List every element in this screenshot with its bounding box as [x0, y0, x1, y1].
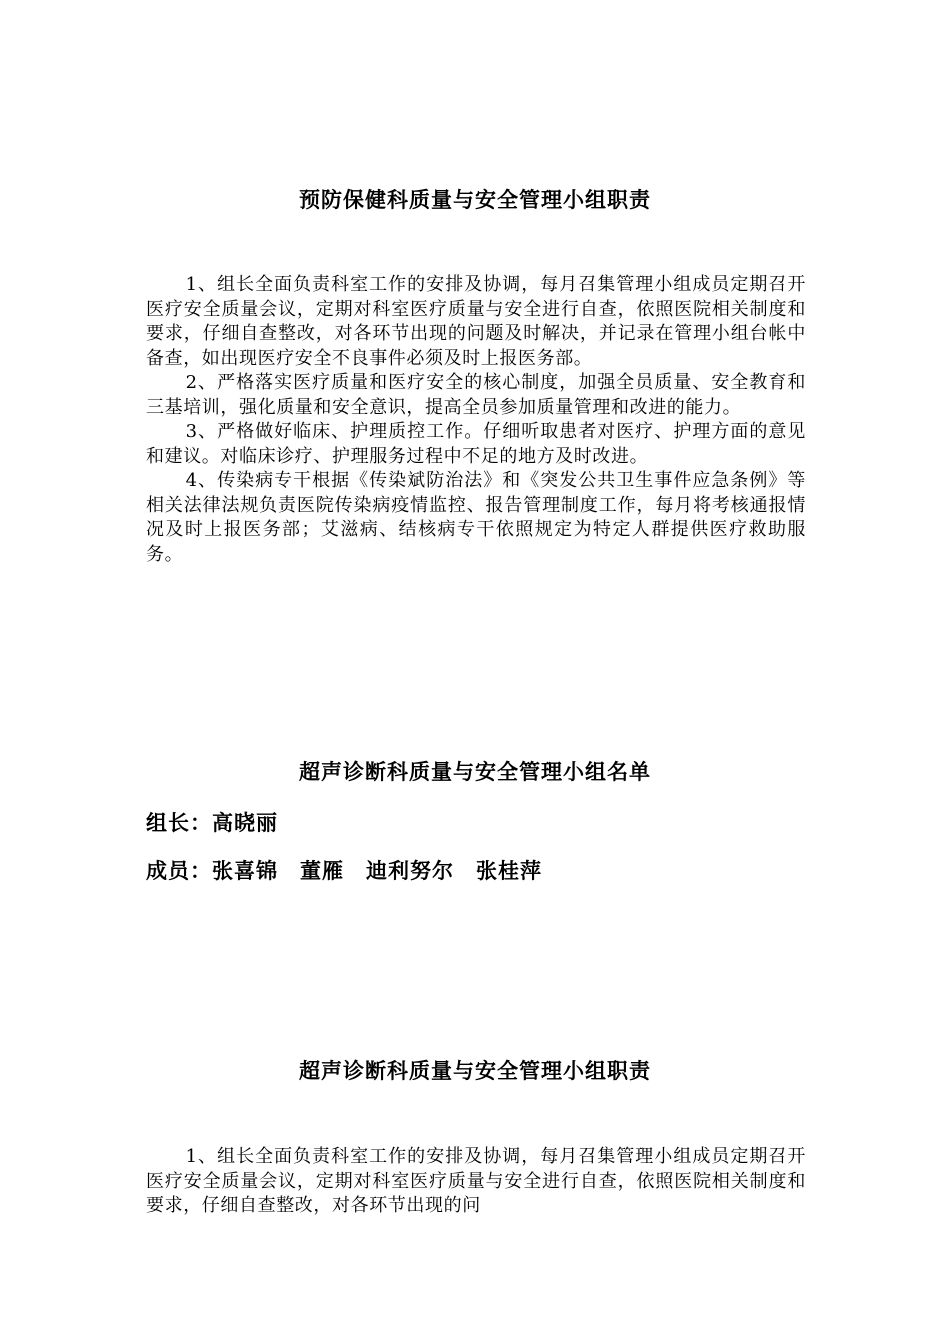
section1-paragraph-1: 1、组长全面负责科室工作的安排及协调，每月召集管理小组成员定期召开医疗安全质量会议，定期对科室医疗质量与安全进行自查，依照医院相关制度和要求，仔细自查整改，对各环节出现的问题及时解决，并记录在管理小组台帐中备查，如出现医疗安全不良事件必须及时上报医务部。	[146, 274, 806, 369]
section3-title: 超声诊断科质量与安全管理小组职责	[299, 1058, 651, 1083]
section1-paragraph-4: 4、传染病专干根据《传染斌防治法》和《突发公共卫生事件应急条例》等相关法律法规负责医院传染病疫情监控、报告管理制度工作，每月将考核通报情况及时上报医务部；艾滋病、结核病专干依照规定为特定人群提供医疗救助服务。	[146, 470, 806, 565]
team-leader: 组长：高晓丽	[146, 810, 278, 835]
section1-title: 预防保健科质量与安全管理小组职责	[299, 187, 651, 212]
section1-body	[146, 273, 806, 567]
section1-paragraph-3: 3、严格做好临床、护理质控工作。仔细听取患者对医疗、护理方面的意见和建议。对临床诊疗、护理服务过程中不足的地方及时改进。	[146, 421, 806, 467]
section3-paragraph-1: 1、组长全面负责科室工作的安排及协调，每月召集管理小组成员定期召开医疗安全质量会议，定期对科室医疗质量与安全进行自查，依照医院相关制度和要求，仔细自查整改，对各环节出现的问	[146, 1146, 806, 1216]
section1-paragraph-2: 2、严格落实医疗质量和医疗安全的核心制度，加强全员质量、安全教育和三基培训，强化质量和安全意识，提高全员参加质量管理和改进的能力。	[146, 372, 806, 418]
team-members: 成员：张喜锦 董雁 迪利努尔 张桂萍	[146, 858, 542, 883]
section2-title: 超声诊断科质量与安全管理小组名单	[299, 759, 651, 784]
section3-body	[146, 1145, 806, 1219]
